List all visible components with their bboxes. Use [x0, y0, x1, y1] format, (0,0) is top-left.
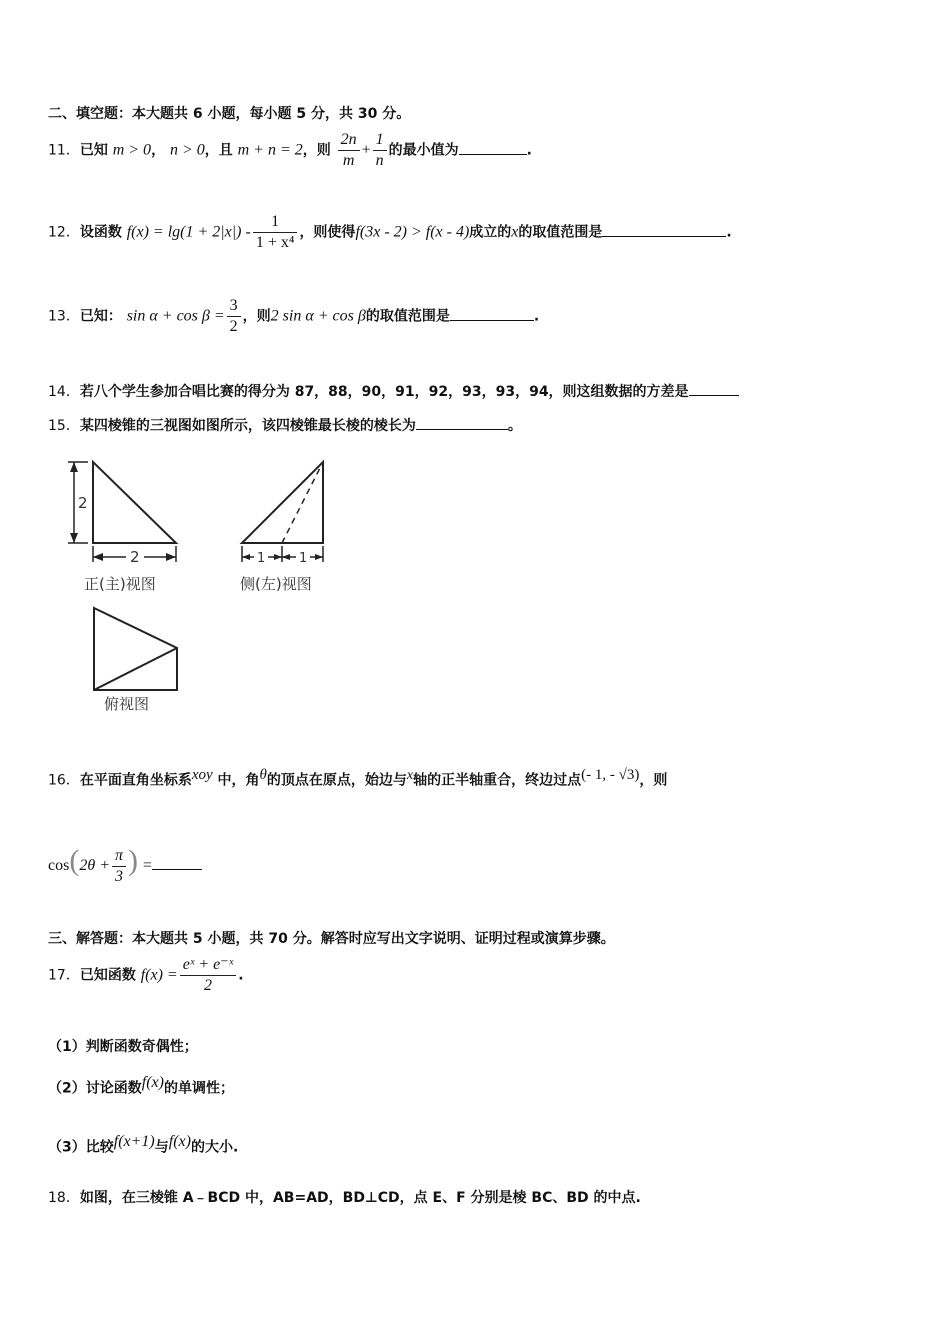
q11-cond2: n > 0 [169, 141, 205, 159]
q16-answer-blank [152, 868, 202, 870]
q12-var: x [511, 223, 519, 241]
q13-expression-2: 2 sin α + cos β [270, 307, 366, 325]
q11-end: . [526, 142, 532, 159]
q13-post: 的取值范围是 [365, 308, 450, 325]
section3-heading: 三、解答题：本大题共 5 小题，共 70 分。解答时应写出文字说明、证明过程或演算步骤。 [48, 931, 615, 947]
q14-text: 若八个学生参加合唱比赛的得分为 87，88，90，91，92，93，93，94，则这组数据的方差是 [79, 384, 689, 400]
front-dim-vertical: 2 [78, 494, 88, 512]
q17-sub2-func: f(x) [141, 1074, 164, 1091]
q17-sub3-post: 的大小. [190, 1139, 239, 1156]
q11-cond3: m + n = 2 [237, 141, 303, 159]
q12-answer-blank [602, 235, 726, 237]
side-dim-2: 1 [299, 551, 308, 566]
q16-cos: cos [48, 857, 70, 874]
q12-number: 12． [48, 224, 80, 241]
q11-plus: + [361, 141, 371, 159]
front-view-label: 正(主)视图 [84, 575, 156, 593]
q17-sub2-post: 的单调性； [163, 1080, 234, 1097]
q12-fraction: $\frac{1}{\text{1 + x⁴}}$ [253, 212, 298, 253]
q16-axis: x [406, 768, 414, 783]
side-dim-1: 1 [257, 551, 266, 566]
q15-text: 某四棱锥的三视图如图所示，该四棱锥最长棱的棱长为 [79, 418, 416, 434]
q17-sub3-b: f(x) [168, 1133, 191, 1150]
q11-post: 的最小值为 [388, 142, 459, 159]
top-view-outline [94, 608, 177, 690]
q17-fraction: $\frac{\text{eˣ + e⁻ˣ}}{2}$ [180, 955, 236, 996]
side-view-label: 侧(左)视图 [240, 575, 312, 593]
q17-end: . [238, 967, 244, 984]
q16-point: (- 1, - √3) [581, 767, 640, 783]
q18-number: 18． [48, 1190, 80, 1206]
q13-end: . [533, 308, 540, 325]
q18-text: 如图，在三棱锥 A﹣BCD 中，AB=AD，BD⊥CD，点 E、F 分别是棱 BC、BD 的中点. [79, 1190, 641, 1206]
q17-number: 17． [48, 967, 80, 984]
q12-inequality: f(3x - 2) > f(x - 4) [355, 223, 470, 241]
q11-sep1: ， [151, 142, 166, 159]
q15-number: 15． [48, 418, 80, 434]
q17-sub3-mid: 与 [154, 1139, 169, 1156]
q15-end: 。 [507, 418, 522, 434]
q16-angle: θ [259, 767, 267, 783]
q16-post: ，则 [639, 772, 668, 789]
q16-inner: 2θ + [79, 857, 110, 874]
q13-answer-blank [450, 319, 534, 321]
q14-number: 14． [48, 384, 80, 400]
side-view-hidden-edge [282, 462, 323, 543]
q11-fraction-1: $\frac{2n}{m}$ [338, 130, 360, 171]
q16-mid1: 中，角 [217, 772, 260, 789]
q11-sep2: ，且 [204, 142, 233, 159]
q16-mid3: 轴的正半轴重合，终边过点 [413, 772, 582, 789]
q16-coord-system: xoy [191, 767, 213, 783]
q12-post2: 的取值范围是 [518, 224, 603, 241]
q16-mid2: 的顶点在原点，始边与 [266, 772, 407, 789]
q12-end: . [726, 224, 732, 241]
q14-answer-blank [689, 394, 739, 396]
front-view-triangle [93, 462, 176, 543]
q16-fraction: $\frac{\pi}{3}$ [112, 846, 126, 887]
q12-post1: 成立的 [469, 224, 512, 241]
three-view-figure [60, 450, 360, 725]
front-dim-horizontal: 2 [130, 548, 140, 566]
q17-function: f(x) = [140, 966, 178, 984]
top-view-label: 俯视图 [104, 695, 150, 713]
q16-expression: cos(2θ + $\frac{\pi}{3}$ ) = [48, 844, 202, 887]
q17-sub2-pre: （2）讨论函数 [48, 1080, 142, 1097]
q16-pre: 在平面直角坐标系 [79, 772, 192, 789]
q17-sub3-pre: （3）比较 [48, 1139, 114, 1156]
question-12 [48, 212, 732, 253]
question-16 [48, 767, 667, 790]
q11-pre: 已知 [79, 142, 108, 159]
q11-cond1: m > 0 [112, 141, 152, 159]
q12-pre: 设函数 [79, 224, 122, 241]
question-18 [48, 1187, 641, 1207]
q16-number: 16． [48, 772, 80, 789]
section2-heading: 二、填空题：本大题共 6 小题，每小题 5 分，共 30 分。 [48, 106, 411, 122]
q13-mid: ，则 [242, 308, 271, 325]
q11-fraction-2: $\frac{1}{n}$ [373, 130, 387, 171]
q13-pre: 已知： [79, 308, 122, 325]
q11-sep3: ，则 [302, 142, 331, 159]
q17-sub2 [48, 1074, 234, 1098]
q17-sub3 [48, 1133, 238, 1157]
q13-fraction: $\frac{3}{2}$ [227, 296, 241, 337]
side-view-triangle [242, 462, 323, 543]
q15-answer-blank [416, 428, 508, 430]
q13-number: 13． [48, 308, 80, 325]
question-15 [48, 415, 522, 435]
q12-function: f(x) = lg(1 + 2|x|) - [126, 223, 251, 241]
q17-sub1: （1）判断函数奇偶性； [48, 1039, 198, 1055]
q17-pre: 已知函数 [79, 967, 136, 984]
q12-mid: ，则使得 [299, 224, 356, 241]
question-13 [48, 296, 539, 337]
q17-sub3-a: f(x+1) [113, 1133, 155, 1150]
question-17 [48, 955, 244, 996]
q13-expression: sin α + cos β = [126, 307, 225, 325]
q11-answer-blank [459, 153, 527, 155]
question-14 [48, 381, 739, 401]
q16-equals: = [142, 857, 152, 874]
question-11 [48, 130, 532, 171]
q11-number: 11． [48, 142, 80, 159]
